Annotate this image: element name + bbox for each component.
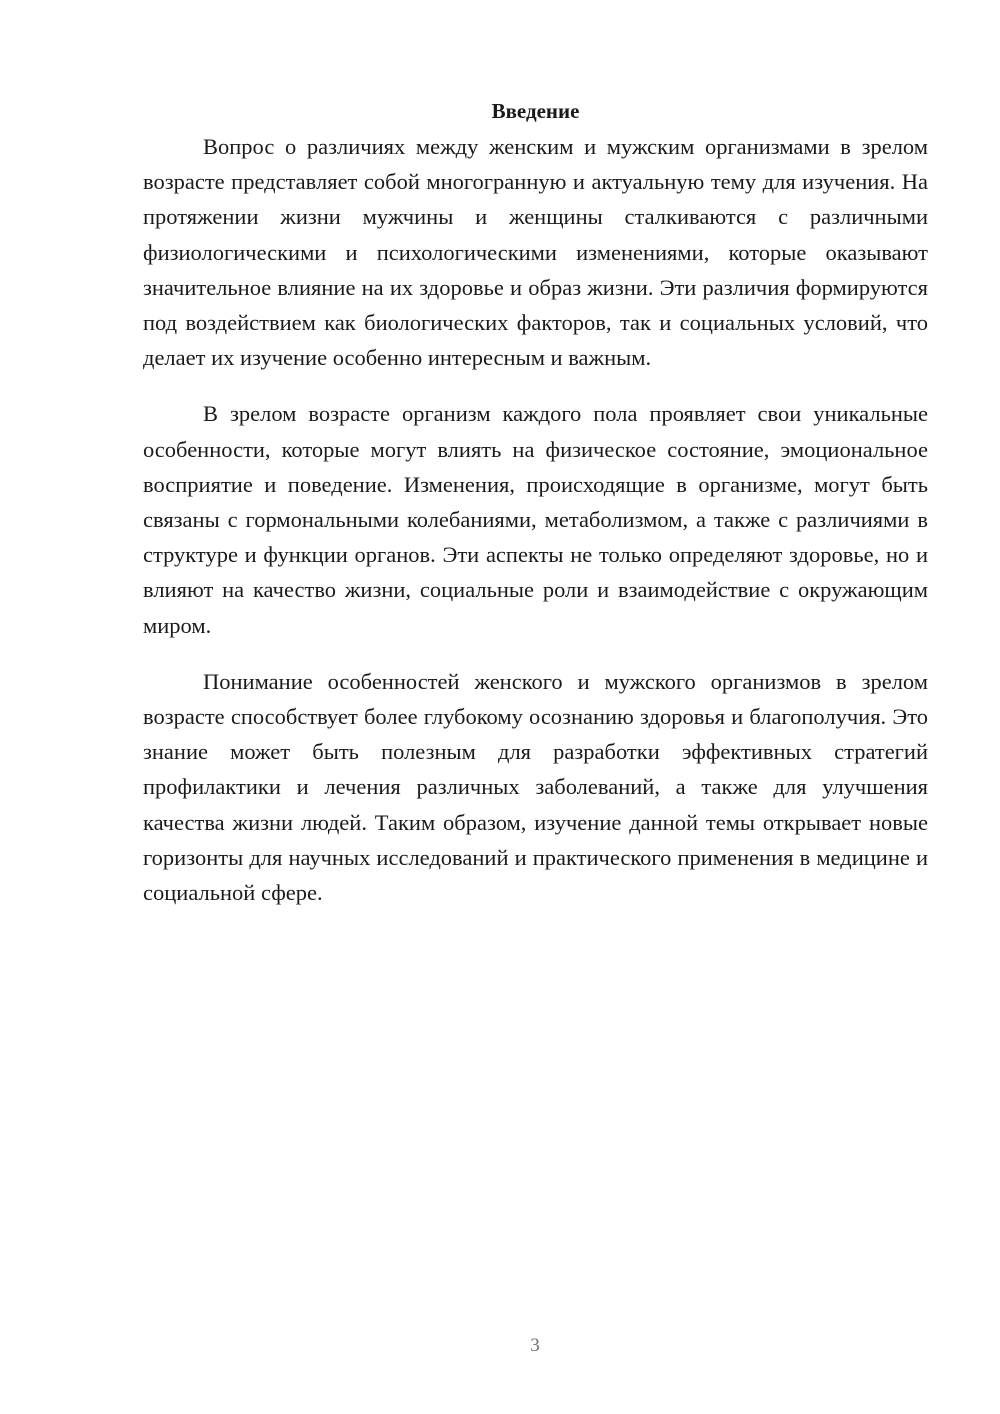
paragraph-3: Понимание особенностей женского и мужского организмов в зрелом возрасте способствует более глубокому осознанию здоровья и благополучия. Это знание может быть полезным для разработки эффективных стратегий профилактики и лечения различных заболеваний, а также для улучшения качества жизни людей. Таким образом, изучение данной темы открывает новые горизонты для научных исследований и практического применения в медицине и социальной сфере. xyxy=(143,668,928,906)
paragraph-2: В зрелом возрасте организм каждого пола проявляет свои уникальные особенности, которые могут влиять на физическое состояние, эмоциональное восприятие и поведение. Изменения, происходящие в организме, могут быть связаны с гормональными колебаниями, метаболизмом, а также с различиями в структуре и функции органов. Эти аспекты не только определяют здоровье, но и влияют на качество жизни, социальные роли и взаимодействие с окружающим миром. xyxy=(143,401,928,638)
page-number: 3 xyxy=(530,1335,540,1356)
section-title: Введение xyxy=(491,99,580,123)
paragraph-1: Вопрос о различиях между женским и мужским организмами в зрелом возрасте представляет собой многогранную и актуальную тему для изучения. На протяжении жизни мужчины и женщины сталкиваются с различными физиологическими и психологическими изменениями, которые оказывают значительное влияние на их здоровье и образ жизни. Эти различия формируются под воздействием как биологических факторов, так и социальных условий, что делает их изучение особенно интересным и важным. xyxy=(143,134,928,371)
page-content xyxy=(143,95,928,931)
